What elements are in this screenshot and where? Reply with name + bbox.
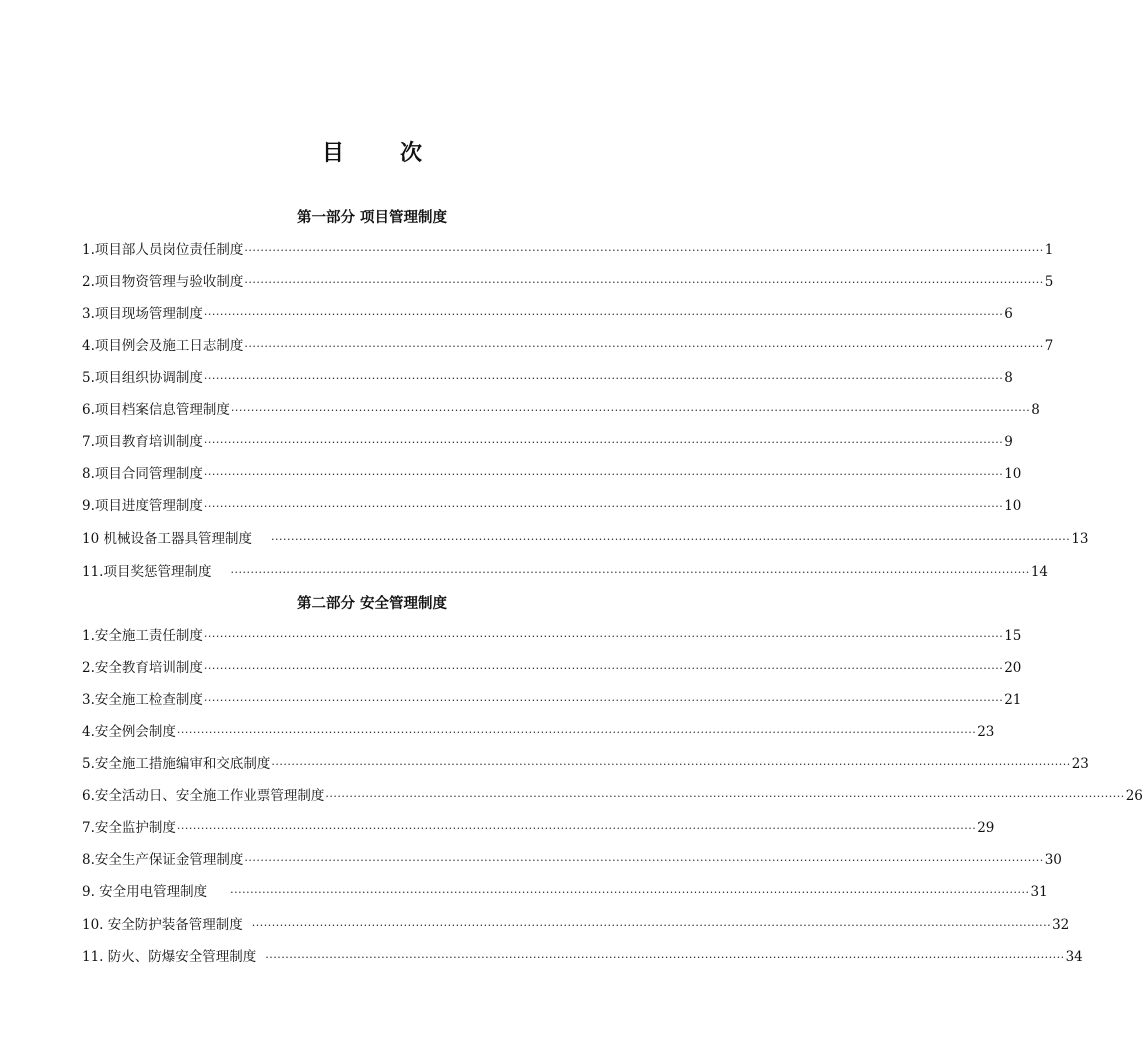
toc-entry[interactable] (82, 270, 1054, 290)
toc-entry-label: 6.项目档案信息管理制度 (82, 402, 230, 418)
toc-entry[interactable] (82, 752, 1089, 772)
toc-entry[interactable] (82, 816, 995, 836)
toc-entry-label: 9. 安全用电管理制度 (82, 884, 208, 900)
toc-entry-label: 5.安全施工措施编审和交底制度 (82, 756, 271, 772)
leader-dots: ········································································································································································································ (244, 854, 1044, 867)
toc-entry-label: 3.项目现场管理制度 (82, 306, 203, 322)
toc-entry-label: 3.安全施工检查制度 (82, 692, 203, 708)
leader-dots: ········································································································································································································ (203, 372, 1004, 385)
toc-entry[interactable] (82, 913, 1070, 933)
toc-entry-page: 29 (977, 820, 995, 836)
leader-dots: ········································································································································································································ (176, 726, 977, 739)
leader-dots: ········································································································································································································ (244, 340, 1044, 353)
toc-entry-label: 5.项目组织协调制度 (82, 370, 203, 386)
toc-entry-label: 10 机械设备工器具管理制度 (82, 531, 252, 547)
toc-entry-page: 13 (1071, 531, 1089, 547)
section-heading-2: 第二部分 安全管理制度 (296, 596, 448, 612)
section-heading-1: 第一部分 项目管理制度 (296, 210, 448, 226)
leader-dots: ········································································································································································································ (265, 951, 1065, 964)
toc-entry[interactable] (82, 624, 1022, 644)
toc-entry-page: 20 (1004, 660, 1022, 676)
toc-entry[interactable] (82, 945, 1083, 965)
toc-entry-page: 1 (1044, 242, 1054, 258)
toc-entry-page: 30 (1044, 852, 1062, 868)
toc-entry-label: 1.安全施工责任制度 (82, 628, 203, 644)
toc-entry-page: 10 (1004, 498, 1022, 514)
toc-entry-page: 32 (1052, 917, 1070, 933)
toc-entry[interactable] (82, 398, 1040, 418)
toc-entry[interactable] (82, 462, 1022, 482)
toc-entry[interactable] (82, 848, 1062, 868)
toc-entry-label: 11.项目奖惩管理制度 (82, 564, 212, 580)
toc-entry-page: 8 (1004, 370, 1013, 386)
toc-entry-label: 8.项目合同管理制度 (82, 466, 203, 482)
leader-dots: ········································································································································································································ (203, 662, 1004, 675)
toc-entry-label: 7.安全监护制度 (82, 820, 176, 836)
leader-dots: ········································································································································································································ (203, 630, 1004, 643)
toc-entry-label: 2.项目物资管理与验收制度 (82, 274, 244, 290)
toc-entry-page: 10 (1004, 466, 1022, 482)
toc-entry-label: 1.项目部人员岗位责任制度 (82, 242, 244, 258)
toc-entry-page: 21 (1004, 692, 1022, 708)
toc-entry-page: 6 (1004, 306, 1013, 322)
toc-entry[interactable] (82, 302, 1013, 322)
toc-entry[interactable] (82, 784, 1143, 804)
toc-entry[interactable] (82, 430, 1013, 450)
toc-entry[interactable] (82, 334, 1054, 354)
leader-dots: ········································································································································································································ (203, 468, 1004, 481)
toc-entry-label: 7.项目教育培训制度 (82, 434, 203, 450)
toc-entry-page: 31 (1030, 884, 1048, 900)
leader-dots: ········································································································································································································ (203, 436, 1004, 449)
toc-entry-page: 8 (1031, 402, 1040, 418)
leader-dots: ········································································································································································································ (203, 694, 1004, 707)
leader-dots: ········································································································································································································ (230, 886, 1030, 899)
leader-dots: ········································································································································································································ (251, 919, 1052, 932)
leader-dots: ········································································································································································································ (203, 500, 1004, 513)
toc-entry[interactable] (82, 880, 1048, 900)
toc-entry-label: 10. 安全防护装备管理制度 (82, 917, 243, 933)
leader-dots: ········································································································································································································ (271, 758, 1071, 771)
leader-dots: ········································································································································································································ (230, 404, 1031, 417)
toc-entry-page: 23 (977, 724, 995, 740)
leader-dots: ········································································································································································································ (325, 790, 1125, 803)
toc-entry[interactable] (82, 527, 1089, 547)
toc-entry-page: 9 (1004, 434, 1013, 450)
toc-entry-page: 15 (1004, 628, 1022, 644)
title-char-1: 目 (321, 141, 344, 166)
leader-dots: ········································································································································································································ (244, 276, 1044, 289)
toc-entry[interactable] (82, 494, 1022, 514)
toc-entry-page: 7 (1044, 338, 1054, 354)
toc-entry-page: 5 (1044, 274, 1054, 290)
toc-entry-label: 9.项目进度管理制度 (82, 498, 203, 514)
leader-dots: ········································································································································································································ (270, 533, 1071, 546)
toc-entry[interactable] (82, 720, 995, 740)
toc-entry-page: 26 (1125, 788, 1143, 804)
page-title (0, 136, 744, 167)
leader-dots: ········································································································································································································ (176, 822, 977, 835)
toc-entry-page: 23 (1071, 756, 1089, 772)
leader-dots: ········································································································································································································ (230, 566, 1030, 579)
toc-entry-label: 11. 防火、防爆安全管理制度 (82, 949, 257, 965)
toc-entry[interactable] (82, 366, 1013, 386)
toc-entry-label: 6.安全活动日、安全施工作业票管理制度 (82, 788, 325, 804)
toc-entry-label: 2.安全教育培训制度 (82, 660, 203, 676)
toc-entry[interactable] (82, 656, 1022, 676)
toc-entry-label: 4.安全例会制度 (82, 724, 176, 740)
leader-dots: ········································································································································································································ (244, 244, 1044, 257)
toc-entry-page: 14 (1030, 564, 1048, 580)
toc-entry[interactable] (82, 238, 1054, 258)
toc-entry-label: 8.安全生产保证金管理制度 (82, 852, 244, 868)
toc-entry-label: 4.项目例会及施工日志制度 (82, 338, 244, 354)
leader-dots: ········································································································································································································ (203, 308, 1004, 321)
toc-entry[interactable] (82, 688, 1022, 708)
title-char-2: 次 (400, 141, 423, 166)
toc-entry-page: 34 (1065, 949, 1083, 965)
toc-entry[interactable] (82, 560, 1048, 580)
